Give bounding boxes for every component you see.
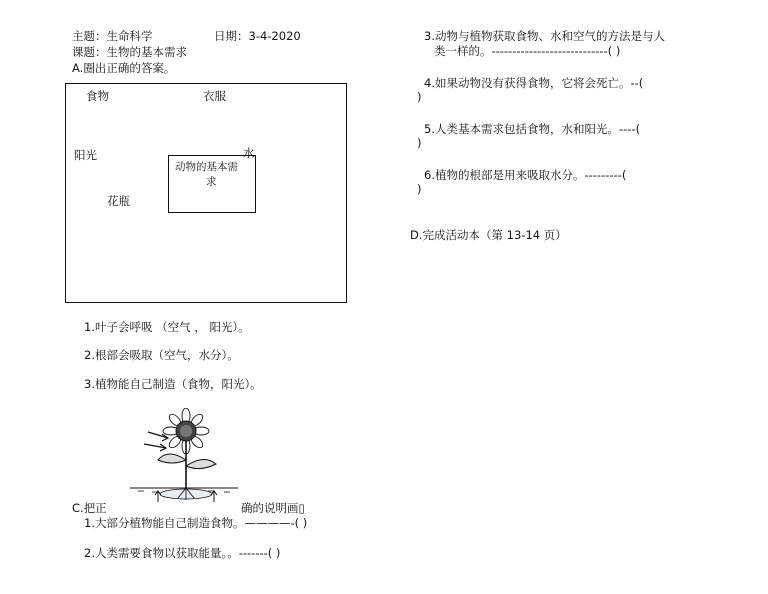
diagram-option-water[interactable]: 水 [243, 146, 255, 160]
diagram-center-line1: 动物的基本需 [175, 161, 238, 173]
diagram-option-food[interactable]: 食物 [86, 89, 109, 103]
section-d-title: D.完成活动本（第 13-14 页） [410, 228, 567, 242]
sunflower-illustration [128, 408, 240, 504]
question-b6-line1: 6.植物的根部是用来吸取水分。---------( [424, 168, 627, 182]
diagram-option-vase[interactable]: 花瓶 [107, 194, 130, 208]
question-c2: 2.人类需要食物以获取能量。。-------( ) [84, 546, 281, 560]
lesson-title: 课题：生物的基本需求 [72, 45, 187, 59]
section-a-title: A.圈出正确的答案。 [72, 61, 176, 75]
diagram-option-sunlight[interactable]: 阳光 [74, 148, 97, 162]
question-b4-line1: 4.如果动物没有获得食物，它将会死亡。--( [424, 76, 644, 90]
date-label: 日期：3-4-2020 [214, 29, 301, 43]
diagram-center-line2: 求 [206, 176, 217, 188]
question-a2: 2.根部会吸取（空气，水分）。 [84, 348, 239, 362]
question-b5-line2: ) [417, 136, 422, 150]
section-c-title-start: C.把正 [72, 501, 107, 515]
unknown-glyph-box: ▯ [298, 501, 305, 515]
question-b6-line2: ) [417, 182, 422, 196]
question-a1: 1.叶子会呼吸 （空气 ， 阳光）。 [84, 320, 250, 334]
topic-label: 主题：生命科学 [72, 29, 153, 43]
question-b4-line2: ) [417, 90, 422, 104]
question-b3-line1: 3.动物与植物获取食物、水和空气的方法是与人 [424, 29, 665, 43]
question-b3-line2: 类一样的。----------------------------( ) [434, 44, 621, 58]
section-c-title-end: 确的说明画▯ [241, 501, 305, 515]
question-b5-line1: 5.人类基本需求包括食物，水和阳光。----( [424, 122, 641, 136]
diagram-option-clothes[interactable]: 衣服 [203, 89, 226, 103]
question-c1: 1.大部分植物能自己制造食物。————-( ) [84, 516, 308, 530]
question-a3: 3.植物能自己制造（食物，阳光）。 [84, 377, 262, 391]
